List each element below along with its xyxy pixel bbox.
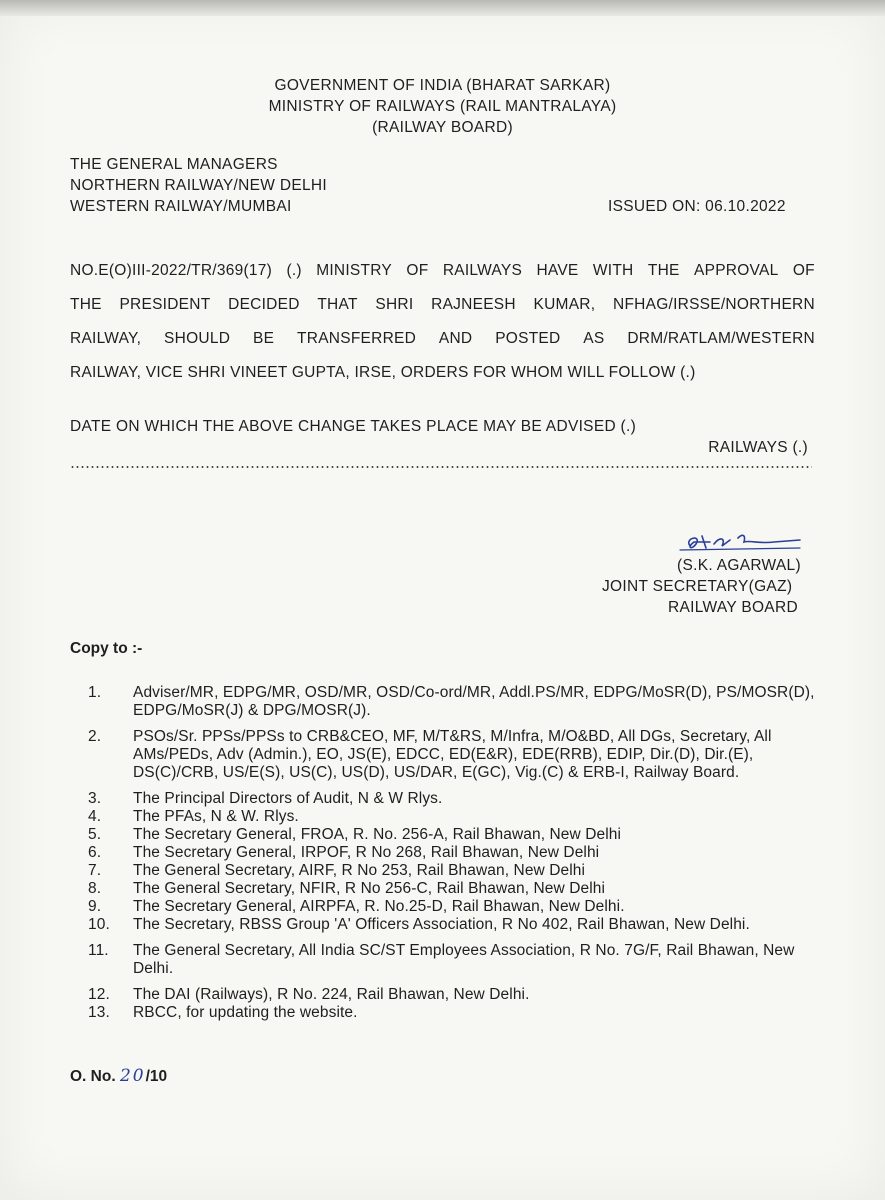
body-word: RAJNEESH <box>431 296 516 313</box>
order-number-handwritten: 20 <box>119 1066 146 1086</box>
body-word: RAILWAY, <box>70 330 142 347</box>
body-word: DECIDED <box>228 296 300 313</box>
list-item <box>88 790 818 808</box>
issued-on-date: ISSUED ON: 06.10.2022 <box>608 198 786 215</box>
header-board: (RAILWAY BOARD) <box>372 119 513 136</box>
advise-line: DATE ON WHICH THE ABOVE CHANGE TAKES PLACE MAY BE ADVISED (.) <box>70 418 637 435</box>
body-word: KUMAR, <box>533 296 596 313</box>
order-number <box>70 1066 167 1086</box>
item-number: 13. <box>88 1004 110 1021</box>
body-word: POSTED <box>495 330 561 347</box>
list-item <box>88 844 818 862</box>
list-item <box>88 942 818 978</box>
body-word: BE <box>253 330 275 347</box>
body-line <box>70 364 815 398</box>
header-ministry: MINISTRY OF RAILWAYS (RAIL MANTRALAYA) <box>268 98 617 115</box>
list-item <box>88 808 818 826</box>
list-item <box>88 728 818 782</box>
item-number: 8. <box>88 880 102 897</box>
item-number: 1. <box>88 684 102 701</box>
body-word: NO.E(O)III-2022/TR/369(17) <box>70 262 273 279</box>
body-word: PRESIDENT <box>119 296 211 313</box>
body-word: NFHAG/IRSSE/NORTHERN <box>613 296 815 313</box>
order-body <box>70 262 815 398</box>
item-number: 2. <box>88 728 102 745</box>
list-item <box>88 1004 818 1022</box>
signatory-designation: JOINT SECRETARY(GAZ) <box>602 578 793 595</box>
handwritten-signature <box>650 528 810 558</box>
item-text: PSOs/Sr. PPSs/PPSs to CRB&CEO, MF, M/T&RS, M/Infra, M/O&BD, All DGs, Secretary, All AMs/PEDs, Adv (Admin.), EO, JS(E), EDCC, ED(E&R), EDE(RRB), EDIP, Dir.(D), Dir.(E), DS(C)/CRB, US/E(S), US(C), US(D), US/DAR, E(GC), Vig.(C) & ERB-I, Railway Board. <box>133 728 772 781</box>
railways-line: RAILWAYS (.) <box>708 439 808 456</box>
item-text: RBCC, for updating the website. <box>133 1004 358 1021</box>
body-word: OF <box>406 262 429 279</box>
order-number-suffix: /10 <box>145 1068 168 1085</box>
body-word: WITH <box>592 262 634 279</box>
item-number: 7. <box>88 862 102 879</box>
body-word: AS <box>583 330 605 347</box>
body-line <box>70 262 815 296</box>
header-government: GOVERNMENT OF INDIA (BHARAT SARKAR) <box>274 77 611 94</box>
item-text: The Secretary, RBSS Group 'A' Officers Association, R No 402, Rail Bhawan, New Delhi. <box>133 916 750 933</box>
body-word: TRANSFERRED <box>297 330 417 347</box>
item-text: The PFAs, N & W. Rlys. <box>133 808 299 825</box>
addressee-line: WESTERN RAILWAY/MUMBAI <box>70 198 292 215</box>
body-line <box>70 330 815 364</box>
item-text: The Secretary General, IRPOF, R No 268, Rail Bhawan, New Delhi <box>133 844 600 861</box>
copy-to-list <box>88 684 818 1022</box>
body-word: APPROVAL <box>694 262 779 279</box>
item-text: The General Secretary, AIRF, R No 253, Rail Bhawan, New Delhi <box>133 862 586 879</box>
body-word: HAVE <box>536 262 579 279</box>
body-word: DRM/RATLAM/WESTERN <box>627 330 815 347</box>
item-text: The Secretary General, AIRPFA, R. No.25-D, Rail Bhawan, New Delhi. <box>133 898 625 915</box>
body-word: (.) <box>286 262 302 279</box>
item-number: 6. <box>88 844 102 861</box>
list-item <box>88 916 818 934</box>
body-word: SHRI <box>375 296 414 313</box>
list-item <box>88 862 818 880</box>
item-number: 12. <box>88 986 110 1003</box>
list-item <box>88 826 818 844</box>
addressee-line: THE GENERAL MANAGERS <box>70 156 278 173</box>
list-item <box>88 880 818 898</box>
list-item <box>88 986 818 1004</box>
item-number: 10. <box>88 916 110 933</box>
scan-edge <box>0 0 885 16</box>
item-text: The General Secretary, All India SC/ST Employees Association, R No. 7G/F, Rail Bhawan, New Delhi. <box>133 942 795 977</box>
body-word: SHOULD <box>164 330 231 347</box>
item-text: Adviser/MR, EDPG/MR, OSD/MR, OSD/Co-ord/MR, Addl.PS/MR, EDPG/MoSR(D), PS/MOSR(D), EDPG/MoSR(J) & DPG/MOSR(J). <box>133 684 815 719</box>
item-number: 3. <box>88 790 102 807</box>
list-item <box>88 684 818 720</box>
order-number-prefix: O. No. <box>70 1068 116 1085</box>
item-text: The DAI (Railways), R No. 224, Rail Bhawan, New Delhi. <box>133 986 530 1003</box>
copy-to-title: Copy to :- <box>70 640 143 657</box>
item-number: 11. <box>88 942 109 959</box>
body-line <box>70 296 815 330</box>
body-word: OF <box>792 262 815 279</box>
body-line-text: RAILWAY, VICE SHRI VINEET GUPTA, IRSE, ORDERS FOR WHOM WILL FOLLOW (.) <box>70 364 696 381</box>
item-text: The Principal Directors of Audit, N & W Rlys. <box>133 790 443 807</box>
body-word: THAT <box>317 296 358 313</box>
signatory-office: RAILWAY BOARD <box>668 599 798 616</box>
addressee-line: NORTHERN RAILWAY/NEW DELHI <box>70 177 327 194</box>
item-text: The General Secretary, NFIR, R No 256-C, Rail Bhawan, New Delhi <box>133 880 606 897</box>
item-text: The Secretary General, FROA, R. No. 256-A, Rail Bhawan, New Delhi <box>133 826 622 843</box>
body-word: MINISTRY <box>316 262 392 279</box>
item-number: 5. <box>88 826 102 843</box>
item-number: 4. <box>88 808 102 825</box>
body-word: RAILWAYS <box>442 262 523 279</box>
body-word: THE <box>647 262 680 279</box>
signatory-name: (S.K. AGARWAL) <box>677 557 801 574</box>
list-item <box>88 898 818 916</box>
body-word: THE <box>70 296 102 313</box>
item-number: 9. <box>88 898 102 915</box>
dotted-divider <box>70 466 812 468</box>
body-word: AND <box>438 330 473 347</box>
